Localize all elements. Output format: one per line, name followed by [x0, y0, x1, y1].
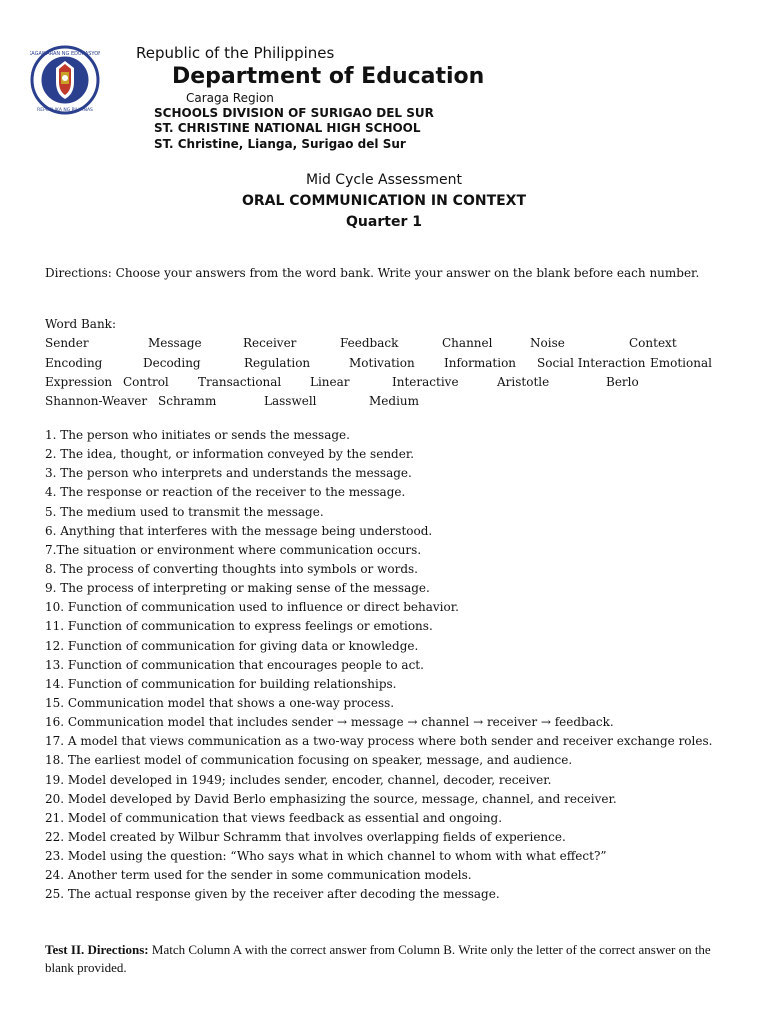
svg-text:KAGAWARAN NG EDUKASYON: KAGAWARAN NG EDUKASYON: [30, 51, 100, 57]
word-bank-item: Emotional: [650, 356, 712, 370]
word-bank-item: Interactive: [392, 375, 459, 389]
word-bank-item: Schramm: [158, 394, 217, 408]
question-item: 13. Function of communication that encourages people to act.: [45, 657, 424, 672]
question-item: 7.The situation or environment where communication occurs.: [45, 542, 422, 557]
test2-text: Match Column A with the correct answer from Column B. Write only the letter of the correct answer on the blank provided.: [45, 942, 711, 975]
word-bank-item: Motivation: [349, 356, 415, 370]
svg-text:REPUBLIKA NG PILIPINAS: REPUBLIKA NG PILIPINAS: [37, 108, 93, 113]
question-item: 8. The process of converting thoughts into symbols or words.: [45, 561, 418, 576]
question-item: 18. The earliest model of communication focusing on speaker, message, and audience.: [45, 753, 573, 768]
question-item: 15. Communication model that shows a one-way process.: [45, 695, 395, 710]
word-bank-label: Word Bank:: [45, 317, 116, 331]
word-bank-item: Regulation: [244, 356, 311, 370]
header-division: SCHOOLS DIVISION OF SURIGAO DEL SUR: [154, 106, 434, 120]
question-list: [45, 426, 712, 905]
word-bank-item: Message: [148, 336, 202, 350]
question-item: 2. The idea, thought, or information conveyed by the sender.: [45, 447, 415, 462]
question-item: 10. Function of communication used to influence or direct behavior.: [45, 600, 459, 615]
directions-text: Directions: Choose your answers from the word bank. Write your answer on the blank before each number.: [45, 266, 700, 280]
word-bank-item: Expression: [45, 375, 113, 389]
test2-directions: [45, 941, 725, 977]
word-bank-item: Encoding: [45, 356, 103, 370]
question-item: 25. The actual response given by the receiver after decoding the message.: [45, 887, 500, 902]
header-republic: Republic of the Philippines: [136, 44, 335, 62]
question-item: 5. The medium used to transmit the message.: [45, 504, 324, 519]
word-bank-item: Berlo: [606, 375, 639, 389]
question-item: 19. Model developed in 1949; includes sender, encoder, channel, decoder, receiver.: [45, 772, 552, 787]
question-item: 23. Model using the question: “Who says what in which channel to whom with what effect?”: [45, 849, 607, 864]
word-bank-item: Context: [629, 336, 677, 350]
question-item: 11. Function of communication to express feelings or emotions.: [45, 619, 433, 634]
question-item: 3. The person who interprets and understands the message.: [45, 466, 412, 481]
test2-heading: Test II. Directions:: [45, 942, 149, 957]
word-bank-item: Social Interaction: [537, 356, 646, 370]
question-item: 16. Communication model that includes sender → message → channel → receiver → feedback.: [45, 715, 614, 730]
question-item: 24. Another term used for the sender in some communication models.: [45, 868, 472, 883]
word-bank-item: Feedback: [340, 336, 399, 350]
header-school: ST. CHRISTINE NATIONAL HIGH SCHOOL: [154, 121, 421, 135]
word-bank-item: Information: [444, 356, 517, 370]
word-bank-item: Shannon-Weaver: [45, 394, 148, 408]
question-item: 12. Function of communication for giving data or knowledge.: [45, 638, 419, 653]
question-item: 1. The person who initiates or sends the message.: [45, 428, 350, 442]
word-bank-item: Sender: [45, 336, 89, 350]
deped-seal-logo: [30, 44, 100, 116]
word-bank-item: Control: [123, 375, 169, 389]
question-item: 4. The response or reaction of the receiver to the message.: [45, 485, 406, 500]
header-region: Caraga Region: [186, 91, 274, 105]
word-bank-item: Decoding: [143, 356, 201, 370]
word-bank-item: Aristotle: [497, 375, 550, 389]
header-department: Department of Education: [172, 64, 485, 89]
word-bank-item: Linear: [310, 375, 350, 389]
question-item: 21. Model of communication that views feedback as essential and ongoing.: [45, 810, 503, 825]
question-item: 20. Model developed by David Berlo emphasizing the source, message, channel, and receiver.: [45, 791, 617, 806]
word-bank-item: Channel: [442, 336, 493, 350]
question-item: 14. Function of communication for building relationships.: [45, 676, 397, 691]
word-bank-item: Lasswell: [264, 394, 317, 408]
word-bank-item: Receiver: [243, 336, 297, 350]
question-item: 6. Anything that interferes with the message being understood.: [45, 523, 433, 538]
question-item: 17. A model that views communication as a two-way process where both sender and receiver exchange roles.: [45, 734, 713, 749]
header-address: ST. Christine, Lianga, Surigao del Sur: [154, 137, 406, 151]
title-assessment: Mid Cycle Assessment: [306, 172, 462, 188]
question-item: 9. The process of interpreting or making sense of the message.: [45, 581, 430, 596]
title-quarter: Quarter 1: [346, 214, 422, 230]
word-bank-item: Medium: [369, 394, 420, 408]
title-subject: ORAL COMMUNICATION IN CONTEXT: [241, 193, 527, 209]
word-bank-item: Transactional: [198, 375, 282, 389]
word-bank-item: Noise: [530, 336, 565, 350]
question-item: 22. Model created by Wilbur Schramm that involves overlapping fields of experience.: [45, 829, 566, 844]
